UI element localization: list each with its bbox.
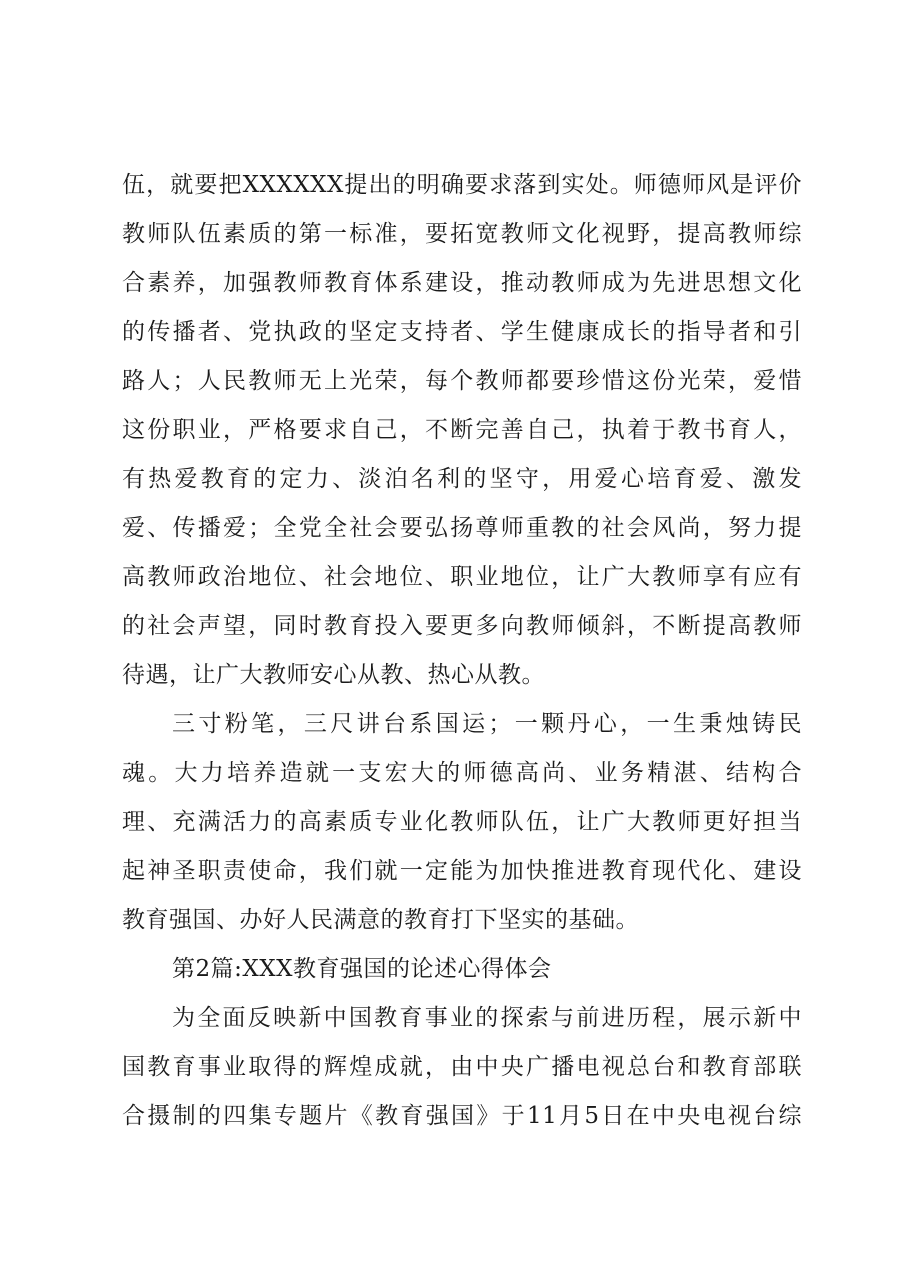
text-line: 合摄制的四集专题片《教育强国》于11月5日在中央电视台综 [122,1103,802,1129]
text-line: 这份职业，严格要求自己，不断完善自己，执着于教书育人， [122,417,802,443]
text-line: 教师队伍素质的第一标准，要拓宽教师文化视野，提高教师综 [122,221,802,247]
text-line: 理、充满活力的高素质专业化教师队伍，让广大教师更好担当 [122,809,802,835]
text-line: 的社会声望，同时教育投入要更多向教师倾斜，不断提高教师 [122,613,802,639]
text-line: 起神圣职责使命，我们就一定能为加快推进教育现代化、建设 [122,858,802,884]
paragraph-first-line: 为全面反映新中国教育事业的探索与前进历程，展示新中 [172,1005,802,1031]
text-line: 国教育事业取得的辉煌成就，由中央广播电视总台和教育部联 [122,1054,802,1080]
text-line: 爱、传播爱；全党全社会要弘扬尊师重教的社会风尚，努力提 [122,515,802,541]
text-line: 待遇，让广大教师安心从教、热心从教。 [122,662,545,688]
text-line: 的传播者、党执政的坚定支持者、学生健康成长的指导者和引 [122,319,802,345]
text-line: 魂。大力培养造就一支宏大的师德高尚、业务精湛、结构合 [122,760,802,786]
text-line: 教育强国、办好人民满意的教育打下坚实的基础。 [122,907,639,933]
text-line: 有热爱教育的定力、淡泊名利的坚守，用爱心培育爱、激发 [122,466,802,492]
text-line: 伍，就要把XXXXXX提出的明确要求落到实处。师德师风是评价 [122,172,802,198]
text-line: 高教师政治地位、社会地位、职业地位，让广大教师享有应有 [122,564,802,590]
text-line: 路人；人民教师无上光荣，每个教师都要珍惜这份光荣，爱惜 [122,368,802,394]
text-line: 合素养，加强教师教育体系建设，推动教师成为先进思想文化 [122,270,802,296]
paragraph-first-line: 三寸粉笔，三尺讲台系国运；一颗丹心，一生秉烛铸民 [172,711,802,737]
section-heading: 第2篇:XXX教育强国的论述心得体会 [172,956,552,982]
